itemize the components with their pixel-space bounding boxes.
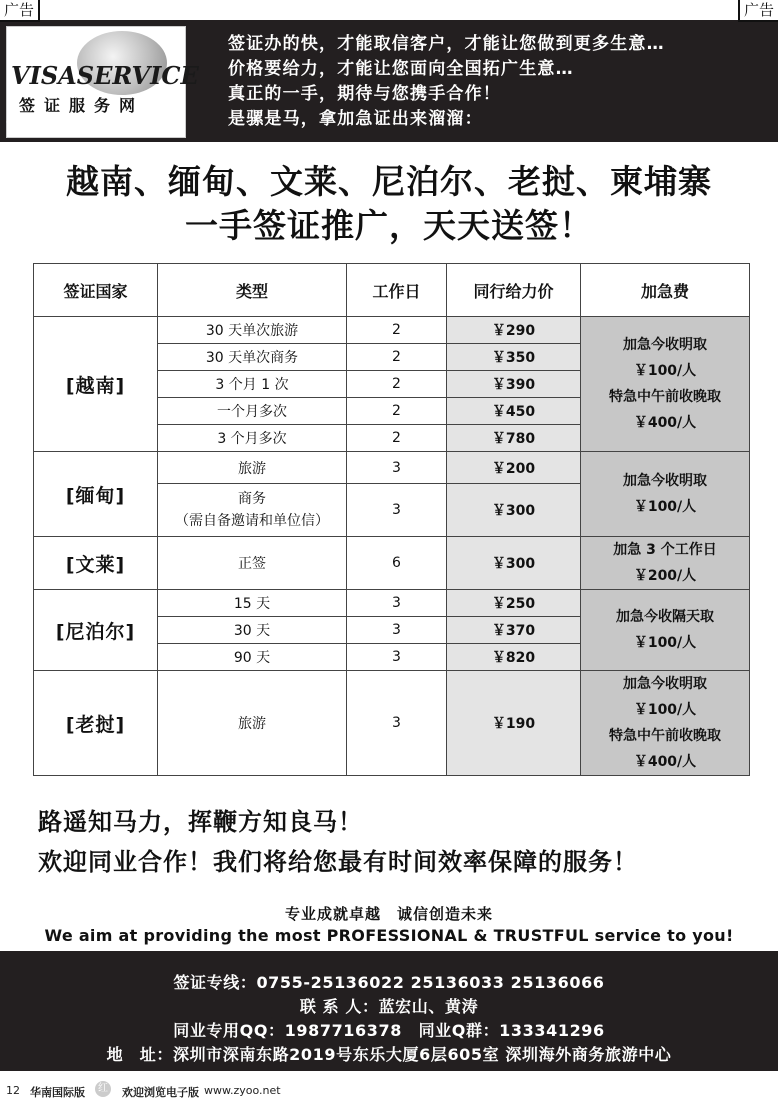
header-price: 同行给力价: [447, 264, 581, 317]
urgent-line: 加急 3 个工作日: [613, 542, 717, 558]
workdays: 3: [347, 644, 447, 671]
workdays: 2: [347, 317, 447, 344]
visa-type-note: （需自备邀请和单位信）: [175, 513, 329, 529]
contact-address: 地 址：深圳市深南东路2019号东乐大厦6层605室 深圳海外商务旅游中心: [106, 1045, 672, 1064]
slogan-welcome: 欢迎同业合作！我们将给您最有时间效率保障的服务！: [38, 847, 638, 876]
urgent-line: 加急今收明取: [623, 337, 707, 353]
table-row: [34, 537, 750, 590]
visa-type: 3 个月 1 次: [158, 371, 347, 398]
ad-label-right: 广告: [738, 0, 778, 22]
ad-label-left: 广告: [0, 0, 40, 22]
visa-type: 30 天: [158, 617, 347, 644]
price: ￥390: [447, 371, 581, 398]
page-number: 12: [6, 1084, 20, 1097]
urgent-line: 加急今收隔天取: [616, 609, 714, 625]
header-urgent-fee: 加急费: [581, 264, 750, 317]
country-brunei: [文莱]: [34, 537, 158, 590]
country-vietnam: [越南]: [34, 317, 158, 452]
visa-type: 旅游: [158, 452, 347, 484]
price: ￥780: [447, 425, 581, 452]
slogan-horse: 路遥知马力，挥鞭方知良马！: [38, 807, 363, 836]
page-footer: [0, 1078, 778, 1100]
urgent-line: ￥400/人: [633, 415, 697, 431]
urgent-line: 特急中午前收晚取: [609, 389, 721, 405]
visa-type: 旅游: [158, 671, 347, 776]
header-country: 签证国家: [34, 264, 158, 317]
price: ￥300: [447, 484, 581, 537]
price: ￥250: [447, 590, 581, 617]
header-workdays: 工作日: [347, 264, 447, 317]
urgent-line: ￥100/人: [633, 499, 697, 515]
contact-persons: 联 系 人：蓝宏山、黄涛: [299, 997, 479, 1016]
visa-type: 正签: [158, 537, 347, 590]
urgent-line: ￥100/人: [633, 363, 697, 379]
english-slogan: We aim at providing the most PROFESSIONAL & TRUSTFUL service to you!: [44, 926, 734, 945]
visa-type: 3 个月多次: [158, 425, 347, 452]
urgent-line: ￥100/人: [633, 635, 697, 651]
contact-hotline: 签证专线：0755-25136022 25136033 25136066: [173, 973, 605, 992]
urgent-line: 加急今收明取: [623, 473, 707, 489]
urgent-line: ￥200/人: [633, 568, 697, 584]
motto: 专业成就卓越 诚信创造未来: [284, 905, 493, 923]
website-link[interactable]: www.zyoo.net: [204, 1084, 281, 1097]
urgent-fee-nepal: [581, 590, 750, 671]
visa-type: 15 天: [158, 590, 347, 617]
headline-promo: 一手签证推广，天天送签！: [185, 206, 593, 245]
headline-countries: 越南、缅甸、文莱、尼泊尔、老挝、柬埔寨: [66, 162, 712, 201]
header-slogans: [228, 32, 665, 132]
workdays: 3: [347, 590, 447, 617]
table-row: [34, 671, 750, 776]
logo-chinese-name: 签证服务网: [19, 96, 145, 115]
urgent-fee-brunei: [581, 537, 750, 590]
urgent-line: ￥100/人: [633, 702, 697, 718]
workdays: 3: [347, 484, 447, 537]
urgent-fee-laos: [581, 671, 750, 776]
visa-type: 30 天单次商务: [158, 344, 347, 371]
workdays: 3: [347, 452, 447, 484]
visa-type: 90 天: [158, 644, 347, 671]
table-header-row: [34, 264, 750, 317]
table-row: [34, 317, 750, 344]
urgent-line: ￥400/人: [633, 754, 697, 770]
price: ￥290: [447, 317, 581, 344]
workdays: 2: [347, 398, 447, 425]
slogan-line: 是骡是马，拿加急证出来溜溜：: [228, 109, 483, 129]
country-myanmar: [缅甸]: [34, 452, 158, 537]
price: ￥350: [447, 344, 581, 371]
workdays: 2: [347, 371, 447, 398]
visa-type-label: 商务: [238, 491, 266, 507]
price: ￥200: [447, 452, 581, 484]
workdays: 3: [347, 671, 447, 776]
urgent-fee-myanmar: [581, 452, 750, 537]
urgent-line: 特急中午前收晚取: [609, 728, 721, 744]
workdays: 6: [347, 537, 447, 590]
table-row: [34, 590, 750, 617]
slogan-line: 签证办的快，才能取信客户，才能让您做到更多生意…: [228, 34, 665, 54]
table-row: [34, 452, 750, 484]
logo-url: www.visa8888.com: [6, 116, 160, 134]
urgent-fee-vietnam: [581, 317, 750, 452]
price: ￥450: [447, 398, 581, 425]
price: ￥190: [447, 671, 581, 776]
headline: [0, 160, 778, 248]
welcome-text: 欢迎浏览电子版: [122, 1086, 199, 1099]
slogan-line: 真正的一手，期待与您携手合作！: [228, 84, 501, 104]
edition-name: 华南国际版: [30, 1086, 85, 1099]
workdays: 3: [347, 617, 447, 644]
country-laos: [老挝]: [34, 671, 158, 776]
visa-price-table: [33, 263, 750, 776]
header-type: 类型: [158, 264, 347, 317]
contact-qq: 同业专用QQ：1987716378 同业Q群：133341296: [173, 1021, 605, 1040]
slogan-line: 价格要给力，才能让您面向全国拓广生意…: [228, 59, 574, 79]
price: ￥820: [447, 644, 581, 671]
logo-wordmark: VISASERVICE: [11, 61, 199, 90]
visa-type: 一个月多次: [158, 398, 347, 425]
workdays: 2: [347, 425, 447, 452]
price: ￥300: [447, 537, 581, 590]
edition-badge-icon: 红: [95, 1081, 111, 1097]
visa-type: 30 天单次旅游: [158, 317, 347, 344]
country-nepal: [尼泊尔]: [34, 590, 158, 671]
visa-type: [158, 484, 347, 537]
workdays: 2: [347, 344, 447, 371]
price: ￥370: [447, 617, 581, 644]
urgent-line: 加急今收明取: [623, 676, 707, 692]
